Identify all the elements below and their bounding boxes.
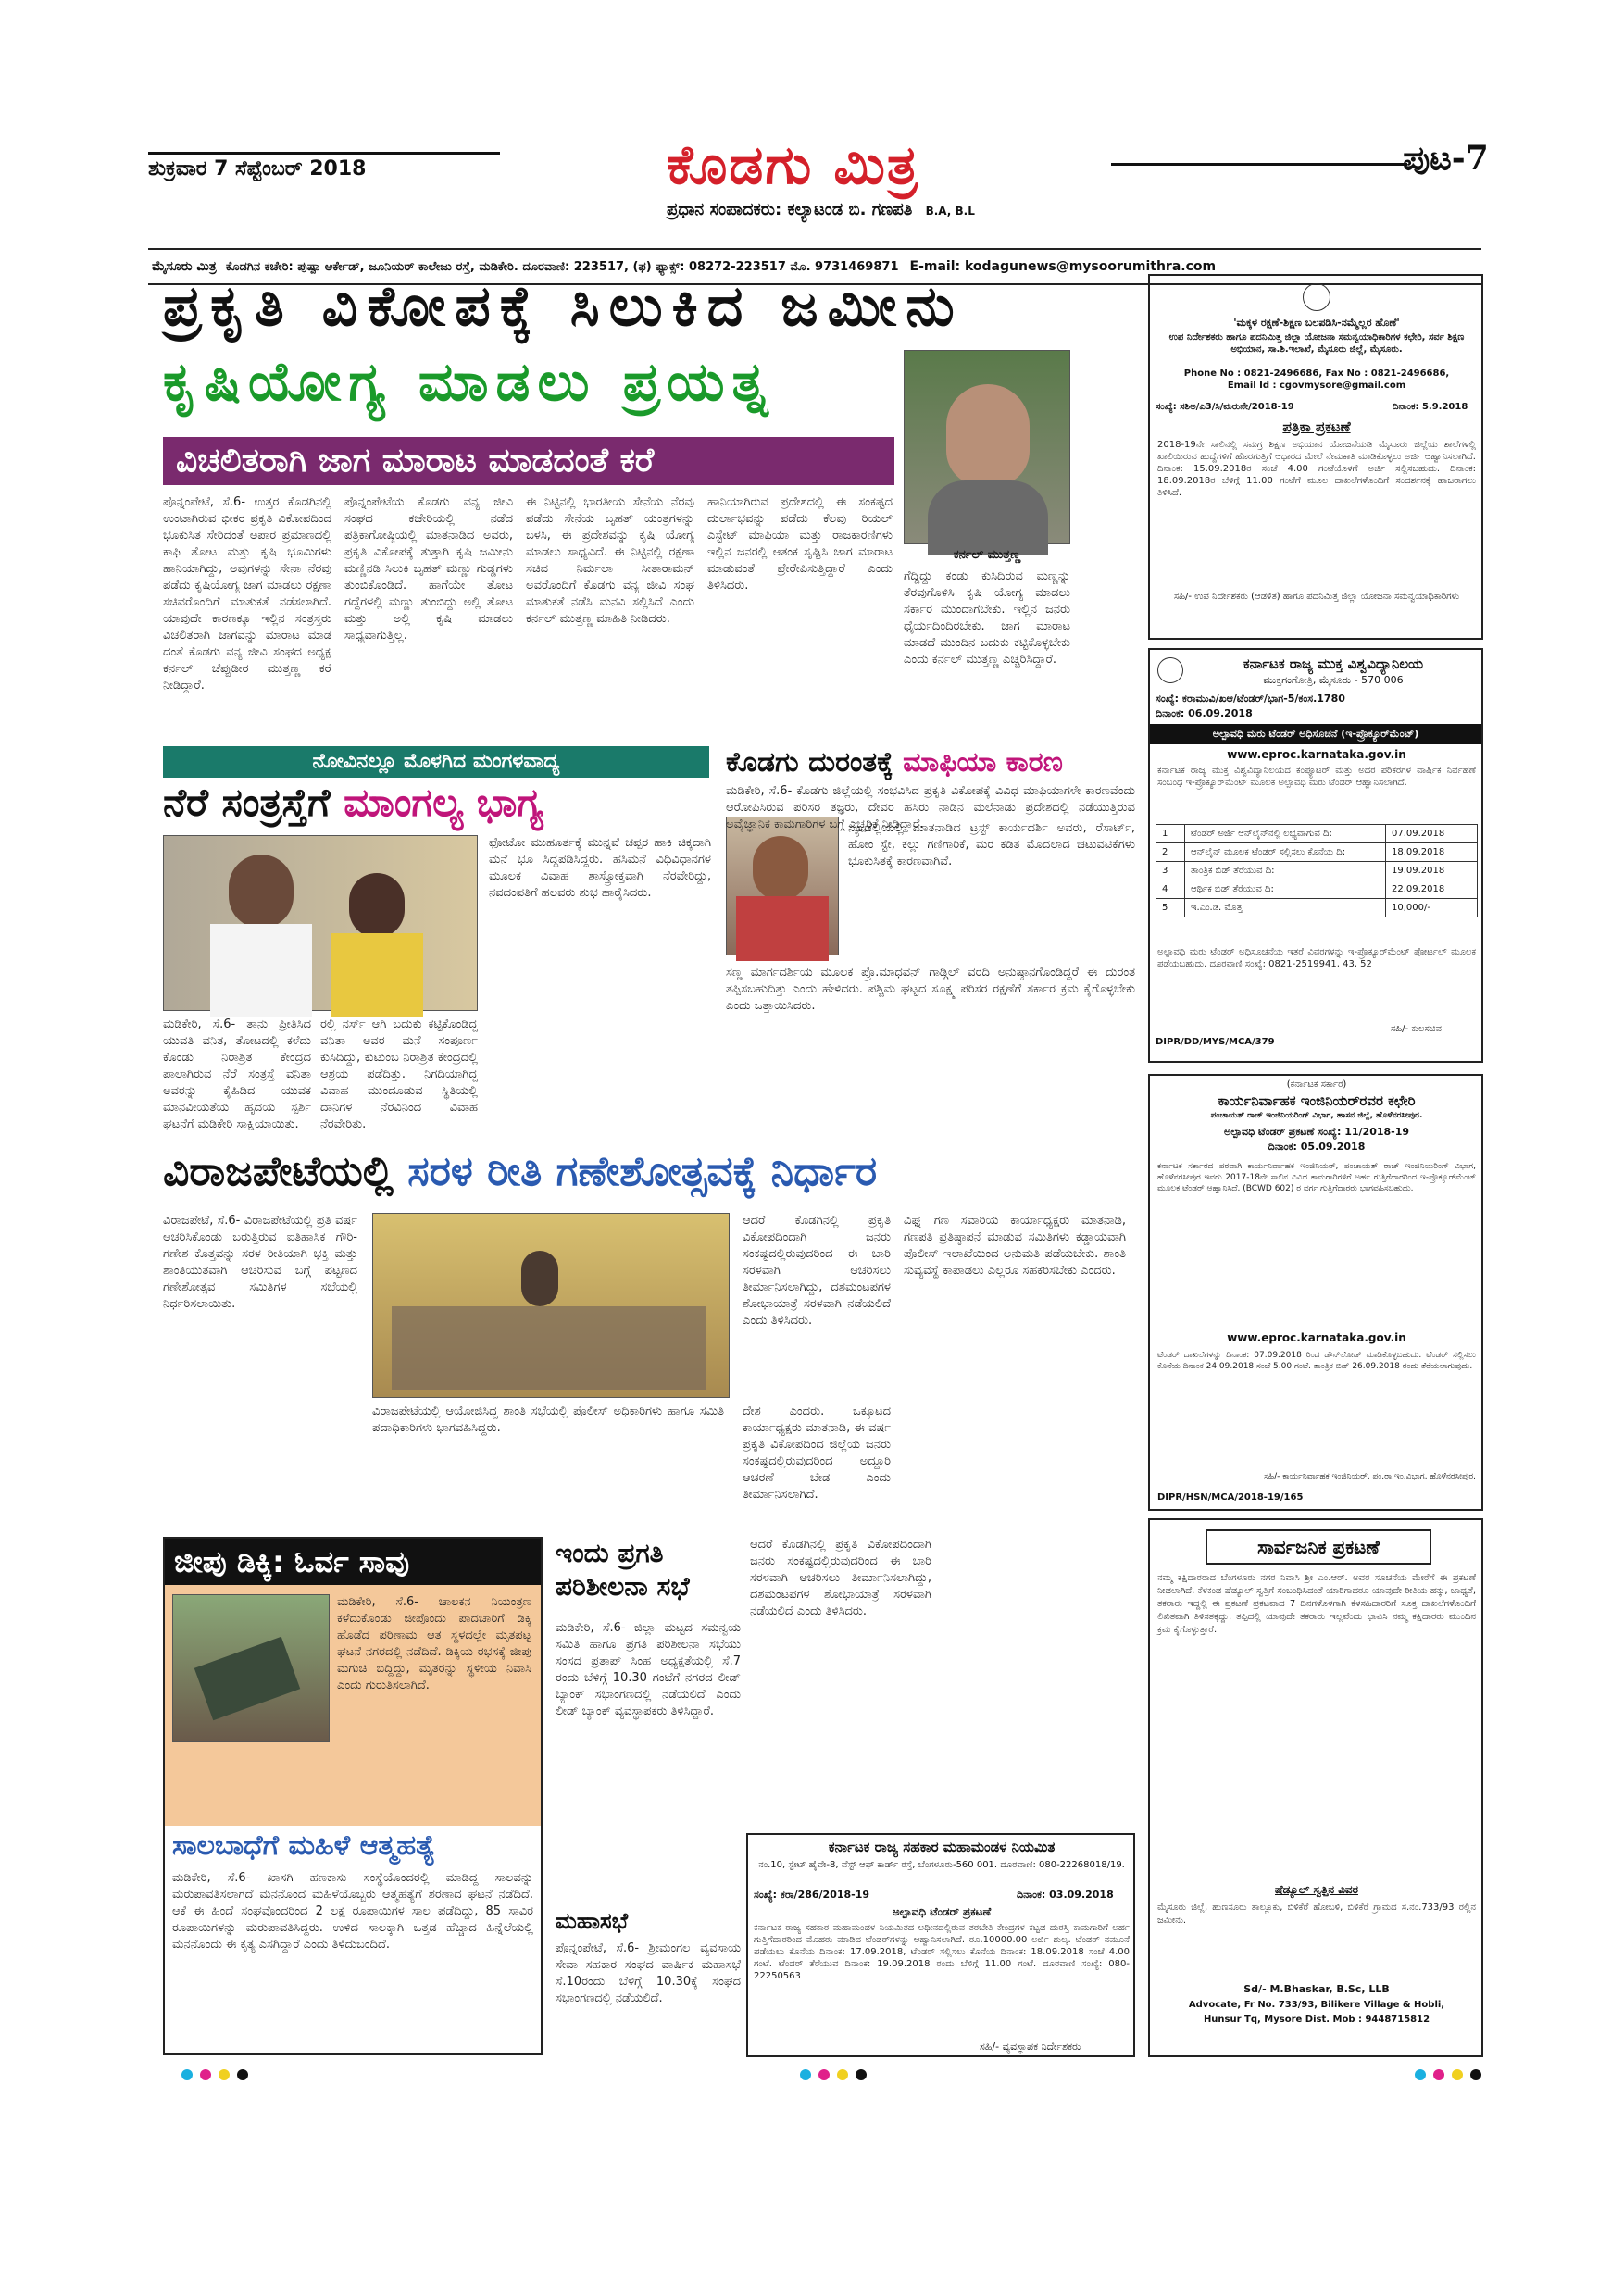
yellow-dot	[219, 2069, 230, 2080]
jeep-photo	[172, 1594, 330, 1742]
lead-story	[163, 274, 1135, 765]
ksou-schedule-cell: 5	[1156, 899, 1185, 917]
editor-line	[667, 200, 975, 219]
ee-sign: ಸಹಿ/- ಕಾರ್ಯನಿರ್ವಾಹಕ ಇಂಜಿನಿಯರ್, ಪಂ.ರಾ.ಇಂ.ವಿಭಾಗ, ಹೊಳೆನರಸೀಪುರ.	[1264, 1472, 1476, 1481]
lead-col-1: ಪೊನ್ನಂಪೇಟೆ, ಸೆ.6- ಉತ್ತರ ಕೊಡಗಿನಲ್ಲಿ ಉಂಟಾಗಿರುವ ಭೀಕರ ಪ್ರಕೃತಿ ವಿಕೋಪದಿಂದ ಭೂಕುಸಿತ ಸೇರಿದಂತೆ ಅಪಾರ ಪ್ರಮಾಣದಲ್ಲಿ ಕಾಫಿ ತೋಟ ಮತ್ತು ಕೃಷಿ ಭೂಮಿಗಳು ಹಾನಿಯಾಗಿದ್ದು, ಅವುಗಳನ್ನು ಸೇನಾ ನೆರವು ಪಡೆದು ಕೃಷಿಯೋಗ್ಯ ಜಾಗ ಮಾಡಲು ರಕ್ಷಣಾ ಸಚಿವರೊಂದಿಗೆ ಮಾತುಕತೆ ನಡೆಸಲಾಗಿದೆ. ಯಾವುದೇ ಕಾರಣಕ್ಕೂ ಇಲ್ಲಿನ ಸಂತ್ರಸ್ತರು ವಿಚಲಿತರಾಗಿ ಜಾಗವನ್ನು ಮಾರಾಟ ಮಾಡ ದಂತೆ ಕೊಡಗು ವನ್ಯ ಜೀವಿ ಸಂಘದ ಅಧ್ಯಕ್ಷ ಕರ್ನಲ್ ಚೆಪ್ಪುಡೀರ ಮುತ್ತಣ್ಣ ಕರೆ ನೀಡಿದ್ದಾರೆ.	[163, 495, 331, 693]
press-title: ಪತ್ರಿಕಾ ಪ್ರಕಟಣೆ	[1282, 418, 1351, 435]
public-notice-sign-2: Advocate, Fr No. 733/93, Bilikere Village & Hobli,	[1188, 2000, 1445, 2010]
lead-subhead: ವಿಚಲಿತರಾಗಿ ಜಾಗ ಮಾರಾಟ ಮಾಡದಂತೆ ಕರೆ	[163, 437, 894, 485]
cyan-dot	[181, 2069, 193, 2080]
wedding-col-3: ಫೋಟೋ ಮುಹೂರ್ತಕ್ಕೆ ಮುನ್ನವೆ ಚಪ್ಪರ ಹಾಕಿ ಚಿಕ್ಕದಾಗಿ ಮನೆ ಭೂ ಸಿದ್ಧಪಡಿಸಿದ್ದರು. ಹಸಿಮನೆ ವಿಧಿವಿಧಾನಗಳ ಮೂಲಕ ವಿವಾಹ ಶಾಸ್ತ್ರೋಕ್ತವಾಗಿ ನೆರವೇರಿದ್ದು, ನವದಂಪತಿಗೆ ಹಲವರು ಶುಭ ಹಾರೈಸಿದರು.	[489, 836, 711, 900]
ksou-schedule-cell: 3	[1156, 862, 1185, 880]
lead-headline-1: ಪ್ರಕೃತಿ ವಿಕೋಪಕ್ಕೆ ಸಿಲುಕಿದ ಜಮೀನು	[163, 274, 964, 339]
wedding-headline-a: ನೆರೆ ಸಂತ್ರಸ್ತೆಗೆ	[163, 780, 344, 825]
press-phone: Phone No : 0821-2496686, Fax No : 0821-2496686,	[1183, 368, 1450, 379]
ksou-schedule-table	[1156, 824, 1478, 917]
ksou-schedule-cell: 07.09.2018	[1386, 825, 1478, 843]
ksfc-date: ದಿನಾಂಕ: 03.09.2018	[1017, 1889, 1114, 1901]
ksou-tender	[1148, 648, 1483, 1063]
press-emblem	[1303, 283, 1330, 311]
ganesha-continued: ಆದರೆ ಕೊಡಗಿನಲ್ಲಿ ಪ್ರಕೃತಿ ವಿಕೋಪದಿಂದಾಗಿ ಜನರು ಸಂಕಷ್ಟದಲ್ಲಿರುವುದರಿಂದ ಈ ಬಾರಿ ಸರಳವಾಗಿ ಆಚರಿಸಲು ತೀರ್ಮಾನಿಸಲಾಗಿದ್ದು, ದಶಮಂಟಪಗಳ ಶೋಭಾಯಾತ್ರೆ ಸರಳವಾಗಿ ನಡೆಯಲಿದೆ ಎಂದು ತಿಳಿಸಿದರು.	[750, 1538, 931, 1618]
jeep-headline: ಜೀಪು ಡಿಕ್ಕಿ: ಓರ್ವ ಸಾವು	[165, 1539, 541, 1585]
ee-tag: (ಕರ್ನಾಟಕ ಸರ್ಕಾರ)	[1286, 1079, 1347, 1090]
ksou-schedule-row	[1156, 880, 1478, 899]
ksou-ref: ಸಂಖ್ಯೆ: ಕರಾಮುವಿ/ಖಆ/ಟೆಂಡರ್/ಭಾಗ-5/ಕಂಸ.1780	[1156, 693, 1345, 705]
office-address: ಕೊಡಗಿನ ಕಚೇರಿ: ಪುಷ್ಪಾ ಆರ್ಕೇಡ್, ಜೂನಿಯರ್ ಕಾಲೇಜು ರಸ್ತೆ, ಮಡಿಕೇರಿ. ದೂರವಾಣಿ: 223517, (ಫ) ಫ್ಯಾಕ್ಸ್: 08272-223517 ಮೊ. 9731469871	[225, 259, 899, 274]
ee-notice: ಅಲ್ಪಾವಧಿ ಟೆಂಡರ್ ಪ್ರಕಟಣೆ ಸಂಖ್ಯೆ: 11/2018-19	[1223, 1126, 1410, 1138]
ksou-schedule-cell: ಆನ್‌ಲೈನ್ ಮೂಲಕ ಟೆಂಡರ್ ಸಲ್ಲಿಸಲು ಕೊನೆಯ ದಿ:	[1185, 843, 1386, 862]
ksfc-tender	[746, 1833, 1135, 2057]
ee-tender	[1148, 1074, 1483, 1511]
editor-degree: B.A, B.L	[925, 205, 975, 218]
mafia-headline-a: ಕೊಡಗು ದುರಂತಕ್ಕೆ	[726, 746, 904, 779]
mahasabhe-body: ಪೊನ್ನಂಪೇಟೆ, ಸೆ.6- ಶ್ರೀಮಂಗಲ ವ್ಯವಸಾಯ ಸೇವಾ ಸಹಕಾರ ಸಂಘದ ವಾರ್ಷಿಕ ಮಹಾಸಭೆ ಸೆ.10ರಂದು ಬೆಳಿಗ್ಗೆ 10.30ಕ್ಕೆ ಸಂಘದ ಸಭಾಂಗಣದಲ್ಲಿ ನಡೆಯಲಿದೆ.	[556, 1941, 741, 2005]
wedding-col-1: ಮಡಿಕೇರಿ, ಸೆ.6- ತಾನು ಪ್ರೀತಿಸಿದ ಯುವತಿ ವನಿತ, ತೋಟದಲ್ಲಿ ಕಳೆದು ಕೊಂಡು ನಿರಾಶ್ರಿತ ಕೇಂದ್ರದ ಪಾಲಾಗಿರುವ ನೆರೆ ಸಂತ್ರಸ್ತೆ ವನಿತಾ ಅವರನ್ನು ಕೈಹಿಡಿದ ಯುವಕ ಮಾನವೀಯತೆಯ ಹೃದಯ ಸ್ಪರ್ಶಿ ಘಟನೆಗೆ ಮಡಿಕೇರಿ ಸಾಕ್ಷಿಯಾಯಿತು.	[163, 1017, 311, 1131]
ksou-schedule-cell: 1	[1156, 825, 1185, 843]
press-date: ದಿನಾಂಕ: 5.9.2018	[1393, 402, 1468, 412]
press-header: 'ಮಕ್ಕಳ ರಕ್ಷಣೆ-ಶಿಕ್ಷಣ ಬಲಪಡಿಸಿ-ನಮ್ಮೆಲ್ಲರ ಹೊಣೆ'	[1233, 317, 1400, 329]
ee-dipr: DIPR/HSN/MCA/2018-19/165	[1157, 1492, 1304, 1503]
yellow-dot	[1452, 2069, 1463, 2080]
mafia-col-3: ಸಣ್ಣ ಮಾರ್ಗದರ್ಶಿಯ ಮೂಲಕ ಪ್ರೊ.ಮಾಧವನ್ ಗಾಡ್ಗಿಲ್ ವರದಿ ಅನುಷ್ಠಾನಗೊಂಡಿದ್ದರೆ ಈ ದುರಂತ ತಪ್ಪಿಸಬಹುದಿತ್ತು ಎಂದು ಹೇಳಿದರು. ಪಶ್ಚಿಮ ಘಟ್ಟದ ಸೂಕ್ಷ್ಮ ಪರಿಸರ ರಕ್ಷಣೆಗೆ ಸರ್ಕಾರ ಕ್ರಮ ಕೈಗೊಳ್ಳಬೇಕು ಎಂದು ಒತ್ತಾಯಿಸಿದರು.	[726, 966, 1135, 1013]
ksou-schedule-cell: 2	[1156, 843, 1185, 862]
ganesha-col-3: ದೇಶ ಎಂದರು. ಒಕ್ಕೂಟದ ಕಾರ್ಯಾಧ್ಯಕ್ಷರು ಮಾತನಾಡಿ, ಈ ವರ್ಷ ಪ್ರಕೃತಿ ವಿಕೋಪದಿಂದ ಜಿಲ್ಲೆಯ ಜನರು ಸಂಕಷ್ಟದಲ್ಲಿರುವುದರಿಂದ ಅದ್ದೂರಿ ಆಚರಣೆ ಬೇಡ ಎಂದು ತೀರ್ಮಾನಿಸಲಾಗಿದೆ.	[743, 1404, 891, 1502]
magenta-dot	[818, 2069, 830, 2080]
ksou-notice-title: ಅಲ್ಪಾವಧಿ ಮರು ಟೆಂಡರ್ ಅಧಿಸೂಚನೆ (ಇ-ಪ್ರೊಕ್ಯೂರ್‌ಮೆಂಟ್)	[1150, 724, 1481, 744]
ksfc-address: ನಂ.10, ಸ್ಟೇಟ್ ಹೈವೇ-8, ವೆಸ್ಟ್ ಆಫ್ ಕಾರ್ಡ್ ರಸ್ತೆ, ಬೆಂಗಳೂರು-560 001. ದೂರವಾಣಿ: 080-22268018/19.	[758, 1860, 1125, 1870]
wedding-headline	[163, 780, 718, 826]
lead-photo	[904, 350, 1070, 544]
lead-col-5: ಗೆದ್ದಿದ್ದು ಕಂಡು ಕುಸಿದಿರುವ ಮಣ್ಣನ್ನು ತೆರವುಗೊಳಿಸಿ ಕೃಷಿ ಯೋಗ್ಯ ಮಾಡಲು ಸರ್ಕಾರ ಮುಂದಾಗಬೇಕು. ಇಲ್ಲಿನ ಜನರು ಧೈರ್ಯದಿಂದಿರಬೇಕು. ಜಾಗ ಮಾರಾಟ ಮಾಡದೆ ಮುಂದಿನ ಬದುಕು ಕಟ್ಟಿಕೊಳ್ಳಬೇಕು ಎಂದು ಕರ್ನಲ್ ಮುತ್ತಣ್ಣ ಎಚ್ಚರಿಸಿದ್ದಾರೆ.	[904, 569, 1070, 667]
lead-col-3: ಈ ನಿಟ್ಟಿನಲ್ಲಿ ಭಾರತೀಯ ಸೇನೆಯ ನೆರವು ಪಡೆದು ಸೇನೆಯ ಬೃಹತ್ ಯಂತ್ರಗಳನ್ನು ಬಳಸಿ, ಈ ಪ್ರದೇಶವನ್ನು ಕೃಷಿ ಯೋಗ್ಯ ಮಾಡಲು ಸಾಧ್ಯವಿದೆ. ಈ ನಿಟ್ಟಿನಲ್ಲಿ ರಕ್ಷಣಾ ಸಚಿವ ನಿರ್ಮಲಾ ಸೀತಾರಾಮನ್ ಅವರೊಂದಿಗೆ ಕೊಡಗು ವನ್ಯ ಜೀವಿ ಸಂಘ ಮಾತುಕತೆ ನಡೆಸಿ ಮನವಿ ಸಲ್ಲಿಸಿದೆ ಎಂದು ಕರ್ನಲ್ ಮುತ್ತಣ್ಣ ಮಾಹಿತಿ ನೀಡಿದರು.	[526, 495, 694, 626]
ksou-schedule	[1156, 824, 1478, 917]
lead-photo-caption: ಕರ್ನಲ್ ಮುತ್ತಣ್ಣ	[953, 548, 1021, 562]
lead-col-2: ಪೊನ್ನಂಪೇಟೆಯ ಕೊಡಗು ವನ್ಯ ಜೀವಿ ಸಂಘದ ಕಚೇರಿಯಲ್ಲಿ ನಡೆದ ಪತ್ರಿಕಾಗೋಷ್ಠಿಯಲ್ಲಿ ಮಾತನಾಡಿದ ಅವರು, ಪ್ರಕೃತಿ ವಿಕೋಪಕ್ಕೆ ತುತ್ತಾಗಿ ಕೃಷಿ ಜಮೀನು ಮಣ್ಣಿನಡಿ ಸಿಲುಕಿ ಬೃಹತ್ ಮಣ್ಣು ಗುಡ್ಡಗಳು ತುಂಬಿಕೊಂಡಿದೆ. ಹಾಗೆಯೇ ತೋಟ ಗದ್ದೆಗಳಲ್ಲಿ ಮಣ್ಣು ತುಂಬಿದ್ದು ಅಲ್ಲಿ ತೋಟ ಮತ್ತು ಅಲ್ಲಿ ಕೃಷಿ ಮಾಡಲು ಸಾಧ್ಯವಾಗುತ್ತಿಲ್ಲ.	[344, 495, 513, 643]
ksou-schedule-cell: 4	[1156, 880, 1185, 899]
ksfc-sign: ಸಹಿ/- ವ್ಯವಸ್ಥಾಪಕ ನಿರ್ದೇಶಕರು	[980, 2040, 1081, 2053]
press-body: 2018-19ನೇ ಸಾಲಿನಲ್ಲಿ ಸಮಗ್ರ ಶಿಕ್ಷಣ ಅಭಿಯಾನ ಯೋಜನೆಯಡಿ ಮೈಸೂರು ಜಿಲ್ಲೆಯ ಶಾಲೆಗಳಲ್ಲಿ ಖಾಲಿಯಿರುವ ಹುದ್ದೆಗಳಿಗೆ ಹೊರಗುತ್ತಿಗೆ ಆಧಾರದ ಮೇಲೆ ನೇಮಕಾತಿ ಮಾಡಿಕೊಳ್ಳಲು ಅರ್ಜಿ ಆಹ್ವಾನಿಸಲಾಗಿದೆ. ದಿನಾಂಕ: 15.09.2018ರ ಸಂಜೆ 4.00 ಗಂಟೆಯೊಳಗೆ ಅರ್ಜಿ ಸಲ್ಲಿಸಬಹುದು. ದಿನಾಂಕ: 18.09.2018ರ ಬೆಳಿಗ್ಗೆ 11.00 ಗಂಟೆಗೆ ಮೂಲ ದಾಖಲೆಗಳೊಂದಿಗೆ ಸಂದರ್ಶನಕ್ಕೆ ಹಾಜರಾಗಲು ತಿಳಿಸಿದೆ.	[1157, 440, 1476, 498]
ksfc-notice: ಅಲ್ಪಾವಧಿ ಟೆಂಡರ್ ಪ್ರಕಟಣೆ	[892, 1905, 992, 1918]
mafia-headline	[726, 746, 1135, 779]
public-notice-title: ಸಾರ್ವಜನಿಕ ಪ್ರಕಟಣೆ	[1206, 1529, 1431, 1565]
public-notice-body: ನಮ್ಮ ಕಕ್ಷಿದಾರರಾದ ಬೆಂಗಳೂರು ನಗರ ನಿವಾಸಿ ಶ್ರೀ ಎಂ.ಆರ್. ಅವರ ಸೂಚನೆಯ ಮೇರೆಗೆ ಈ ಪ್ರಕಟಣೆ ನೀಡಲಾಗಿದೆ. ಕೆಳಕಂಡ ಷೆಡ್ಯೂಲ್ ಸ್ವತ್ತಿಗೆ ಸಂಬಂಧಿಸಿದಂತೆ ಯಾರಿಗಾದರೂ ಯಾವುದೇ ರೀತಿಯ ಹಕ್ಕು, ಬಾಧ್ಯತೆ, ತಕರಾರು ಇದ್ದಲ್ಲಿ ಈ ಪ್ರಕಟಣೆ ಪ್ರಕಟವಾದ 7 ದಿನಗಳೊಳಗಾಗಿ ಕೆಳಸಹಿದಾರರಿಗೆ ಸೂಕ್ತ ದಾಖಲೆಗಳೊಂದಿಗೆ ಲಿಖಿತವಾಗಿ ತಿಳಿಸತಕ್ಕದ್ದು. ತಪ್ಪಿದಲ್ಲಿ ಯಾವುದೇ ತಕರಾರು ಇಲ್ಲವೆಂದು ಭಾವಿಸಿ ನಮ್ಮ ಕಕ್ಷಿದಾರರು ಮುಂದಿನ ಕ್ರಮ ಕೈಗೊಳ್ಳುತ್ತಾರೆ.	[1157, 1573, 1476, 1635]
ksou-emblem	[1157, 657, 1183, 683]
mafia-photo	[726, 817, 839, 955]
wedding-headline-b: ಮಾಂಗಲ್ಯ ಭಾಗ್ಯ	[344, 780, 543, 825]
ksou-schedule-cell: 22.09.2018	[1386, 880, 1478, 899]
masthead-rule-right	[1111, 163, 1407, 166]
issue-date: ಶುಕ್ರವಾರ 7 ಸೆಪ್ಟೆಂಬರ್ 2018	[148, 157, 367, 181]
suicide-body: ಮಡಿಕೇರಿ, ಸೆ.6- ಖಾಸಗಿ ಹಣಕಾಸು ಸಂಸ್ಥೆಯೊಂದರಲ್ಲಿ ಮಾಡಿದ್ದ ಸಾಲವನ್ನು ಮರುಪಾವತಿಸಲಾಗದೆ ಮನನೊಂದ ಮಹಿಳೆಯೊಬ್ಬರು ಆತ್ಮಹತ್ಯೆಗೆ ಶರಣಾದ ಘಟನೆ ನಡೆದಿದೆ. ಆಕೆ ಈ ಹಿಂದೆ ಸಂಘವೊಂದರಿಂದ 2 ಲಕ್ಷ ರೂಪಾಯಿಗಳ ಸಾಲ ಪಡೆದಿದ್ದು, 85 ಸಾವಿರ ರೂಪಾಯಿಗಳನ್ನು ಮರುಪಾವತಿಸಿದ್ದರು. ಉಳಿದ ಸಾಲಕ್ಕಾಗಿ ಒತ್ತಡ ಹೆಚ್ಚಾದ ಹಿನ್ನೆಲೆಯಲ್ಲಿ ಮನನೊಂದು ಈ ಕೃತ್ಯ ಎಸಗಿದ್ದಾರೆ ಎಂದು ತಿಳಿದುಬಂದಿದೆ.	[172, 1871, 533, 1952]
mafia-col-2: ನ್ಯೂಡೆಲ್ಲಿಯಲ್ಲಿ ಮಾತನಾಡಿದ ಟ್ರಸ್ಟ್ ಕಾರ್ಯದರ್ಶಿ ಅವರು, ರೆಸಾರ್ಟ್, ಹೋಂ ಸ್ಟೇ, ಕಲ್ಲು ಗಣಿಗಾರಿಕೆ, ಮರ ಕಡಿತ ಮೊದಲಾದ ಚಟುವಟಿಕೆಗಳು ಭೂಕುಸಿತಕ್ಕೆ ಕಾರಣವಾಗಿವೆ.	[848, 821, 1135, 868]
ksfc-title: ಕರ್ನಾಟಕ ರಾಜ್ಯ ಸಹಕಾರ ಮಹಾಮಂಡಳ ನಿಯಮಿತ	[828, 1839, 1056, 1855]
ee-url[interactable]: www.eproc.karnataka.gov.in	[1227, 1331, 1406, 1344]
editor-name: ಪ್ರಧಾನ ಸಂಪಾದಕರು: ಕಲ್ಯಾಟಂಡ ಬಿ. ಗಣಪತಿ	[667, 200, 913, 219]
ksou-dipr: DIPR/DD/MYS/MCA/379	[1156, 1037, 1275, 1047]
ksou-schedule-cell: 19.09.2018	[1386, 862, 1478, 880]
ksou-sign: ಸಹಿ/- ಕುಲಸಚಿವ	[1391, 1024, 1442, 1034]
yellow-dot	[837, 2069, 848, 2080]
ksou-intro: ಕರ್ನಾಟಕ ರಾಜ್ಯ ಮುಕ್ತ ವಿಶ್ವವಿದ್ಯಾನಿಲಯದ ಕಂಪ್ಯೂಟರ್ ಮತ್ತು ಅದರ ಪರಿಕರಗಳ ವಾರ್ಷಿಕ ನಿರ್ವಹಣೆ ಸಂಬಂಧ ಇ-ಪ್ರೊಕ್ಯೂರ್‌ಮೆಂಟ್ ಮೂಲಕ ಅಲ್ಪಾವಧಿ ಮರು ಟೆಂಡರ್ ಆಹ್ವಾನಿಸಲಾಗಿದೆ.	[1157, 766, 1476, 788]
pragathi-body: ಮಡಿಕೇರಿ, ಸೆ.6- ಜಿಲ್ಲಾ ಮಟ್ಟದ ಸಮನ್ವಯ ಸಮಿತಿ ಹಾಗೂ ಪ್ರಗತಿ ಪರಿಶೀಲನಾ ಸಭೆಯು ಸಂಸದ ಪ್ರತಾಪ್ ಸಿಂಹ ಅಧ್ಯಕ್ಷತೆಯಲ್ಲಿ ಸೆ.7 ರಂದು ಬೆಳಿಗ್ಗೆ 10.30 ಗಂಟೆಗೆ ನಗರದ ಲೀಡ್ ಬ್ಯಾಂಕ್ ಸಭಾಂಗಣದಲ್ಲಿ ನಡೆಯಲಿದೆ ಎಂದು ಲೀಡ್ ಬ್ಯಾಂಕ್ ವ್ಯವಸ್ಥಾಪಕರು ತಿಳಿಸಿದ್ದಾರೆ.	[556, 1621, 741, 1718]
ksou-schedule-cell: ತಾಂತ್ರಿಕ ಬಿಡ್ ತೆರೆಯುವ ದಿ:	[1185, 862, 1386, 880]
page-number: ಪುಟ-7	[1403, 139, 1489, 178]
masthead	[148, 133, 1489, 241]
ksou-address: ಮುಕ್ತಗಂಗೋತ್ರಿ, ಮೈಸೂರು - 570 006	[1263, 674, 1404, 686]
wedding-col-2: ರಲ್ಲಿ ನರ್ಸ್ ಆಗಿ ಬದುಕು ಕಟ್ಟಿಕೊಂಡಿದ್ದ ವನಿತಾ ಅವರ ಮನೆ ಸಂಪೂರ್ಣ ಕುಸಿದಿದ್ದು, ಕುಟುಂಬ ನಿರಾಶ್ರಿತ ಕೇಂದ್ರದಲ್ಲಿ ಆಶ್ರಯ ಪಡೆದಿತ್ತು. ನಿಗದಿಯಾಗಿದ್ದ ವಿವಾಹ ಮುಂದೂಡುವ ಸ್ಥಿತಿಯಲ್ಲಿ ದಾನಿಗಳ ನೆರವಿನಿಂದ ವಿವಾಹ ನೆರವೇರಿತು.	[320, 1017, 478, 1131]
black-dot	[237, 2069, 248, 2080]
public-notice	[1148, 1518, 1483, 2057]
ganesha-photo-caption: ವಿರಾಜಪೇಟೆಯಲ್ಲಿ ಆಯೋಜಿಸಿದ್ದ ಶಾಂತಿ ಸಭೆಯಲ್ಲಿ ಪೊಲೀಸ್ ಅಧಿಕಾರಿಗಳು ಹಾಗೂ ಸಮಿತಿ ಪದಾಧಿಕಾರಿಗಳು ಭಾಗವಹಿಸಿದ್ದರು.	[372, 1404, 724, 1435]
ee-body-2: ಟೆಂಡರ್ ದಾಖಲೆಗಳನ್ನು ದಿನಾಂಕ: 07.09.2018 ರಿಂದ ಡೌನ್‌ಲೋಡ್ ಮಾಡಿಕೊಳ್ಳಬಹುದು. ಟೆಂಡರ್ ಸಲ್ಲಿಸಲು ಕೊನೆಯ ದಿನಾಂಕ 24.09.2018 ಸಂಜೆ 5.00 ಗಂಟೆ. ತಾಂತ್ರಿಕ ಬಿಡ್ 26.09.2018 ರಂದು ತೆರೆಯಲಾಗುವುದು.	[1157, 1351, 1476, 1371]
masthead-title: ಕೊಡಗು ಮಿತ್ರ	[667, 133, 920, 196]
jeep-box	[163, 1537, 543, 2055]
ksou-schedule-cell: 10,000/-	[1386, 899, 1478, 917]
press-office: ಉಪ ನಿರ್ದೇಶಕರು ಹಾಗೂ ಪದನಿಮಿತ್ತ ಜಿಲ್ಲಾ ಯೋಜನಾ ಸಮನ್ವಯಾಧಿಕಾರಿಗಳ ಕಛೇರಿ, ಸರ್ವ ಶಿಕ್ಷಣ ಅಭಿಯಾನ, ಸಾ.ಶಿ.ಇಲಾಖೆ, ಮೈಸೂರು ಜಿಲ್ಲೆ, ಮೈಸೂರು.	[1168, 332, 1465, 355]
ksfc-body: ಕರ್ನಾಟಕ ರಾಜ್ಯ ಸಹಕಾರ ಮಹಾಮಂಡಳ ನಿಯಮಿತದ ಅಧೀನದಲ್ಲಿರುವ ತರಬೇತಿ ಕೇಂದ್ರಗಳ ಕಟ್ಟಡ ದುರಸ್ತಿ ಕಾಮಗಾರಿಗೆ ಅರ್ಹ ಗುತ್ತಿಗೆದಾರರಿಂದ ಮೊಹರು ಮಾಡಿದ ಟೆಂಡರ್‌ಗಳನ್ನು ಆಹ್ವಾನಿಸಲಾಗಿದೆ. ರೂ.10000.00 ಅರ್ಜಿ ಶುಲ್ಕ. ಟೆಂಡರ್ ನಮೂನೆ ಪಡೆಯಲು ಕೊನೆಯ ದಿನಾಂಕ: 17.09.2018, ಟೆಂಡರ್ ಸಲ್ಲಿಸಲು ಕೊನೆಯ ದಿನಾಂಕ: 18.09.2018 ಸಂಜೆ 4.00 ಗಂಟೆ. ಟೆಂಡರ್ ತೆರೆಯುವ ದಿನಾಂಕ: 19.09.2018 ರಂದು ಬೆಳಿಗ್ಗೆ 11.00 ಗಂಟೆ. ದೂರವಾಣಿ ಸಂಖ್ಯೆ: 080-22250563	[754, 1923, 1130, 1981]
ganesha-col-5: ವಿಘ್ನ ಗಣ ಸವಾರಿಯ ಕಾರ್ಯಾಧ್ಯಕ್ಷರು ಮಾತನಾಡಿ, ಗಣಪತಿ ಪ್ರತಿಷ್ಠಾಪನೆ ಮಾಡುವ ಸಮಿತಿಗಳು ಕಡ್ಡಾಯವಾಗಿ ಪೊಲೀಸ್ ಇಲಾಖೆಯಿಂದ ಅನುಮತಿ ಪಡೆಯಬೇಕು. ಶಾಂತಿ ಸುವ್ಯವಸ್ಥೆ ಕಾಪಾಡಲು ಎಲ್ಲರೂ ಸಹಕರಿಸಬೇಕು ಎಂದರು.	[904, 1214, 1126, 1278]
suicide-headline: ಸಾಲಬಾಧೆಗೆ ಮಹಿಳೆ ಆತ್ಮಹತ್ಯೆ	[172, 1829, 436, 1862]
ksou-schedule-cell: 18.09.2018	[1386, 843, 1478, 862]
ksfc-ref: ಸಂಖ್ಯೆ: ಕರಾ/286/2018-19	[754, 1889, 870, 1901]
ksou-schedule-row	[1156, 862, 1478, 880]
ksou-url[interactable]: www.eproc.karnataka.gov.in	[1227, 748, 1406, 761]
lead-headline-2: ಕೃಷಿಯೋಗ್ಯ ಮಾಡಲು ಪ್ರಯತ್ನ	[163, 350, 776, 413]
office-brand: ಮೈಸೂರು ಮಿತ್ರ	[152, 259, 217, 274]
jeep-body: ಮಡಿಕೇರಿ, ಸೆ.6- ಚಾಲಕನ ನಿಯಂತ್ರಣ ಕಳೆದುಕೊಂಡು ಜೀಪೊಂದು ಪಾದಚಾರಿಗೆ ಡಿಕ್ಕಿ ಹೊಡೆದ ಪರಿಣಾಮ ಆತ ಸ್ಥಳದಲ್ಲೇ ಮೃತಪಟ್ಟ ಘಟನೆ ನಗರದಲ್ಲಿ ನಡೆದಿದೆ. ಡಿಕ್ಕಿಯ ರಭಸಕ್ಕೆ ಜೀಪು ಮಗುಚಿ ಬಿದ್ದಿದ್ದು, ಮೃತರನ್ನು ಸ್ಥಳೀಯ ನಿವಾಸಿ ಎಂದು ಗುರುತಿಸಲಾಗಿದೆ.	[337, 1595, 531, 1692]
press-note	[1148, 274, 1483, 640]
wedding-kicker: ನೋವಿನಲ್ಲೂ ಮೊಳಗಿದ ಮಂಗಳವಾದ್ಯ	[163, 746, 709, 778]
ganesha-col-1: ವಿರಾಜಪೇಟೆ, ಸೆ.6- ವಿರಾಜಪೇಟೆಯಲ್ಲಿ ಪ್ರತಿ ವರ್ಷ ಆಚರಿಸಿಕೊಂಡು ಬರುತ್ತಿರುವ ಐತಿಹಾಸಿಕ ಗೌರಿ-ಗಣೇಶ ಕೊತ್ತವನ್ನು ಸರಳ ರೀತಿಯಾಗಿ ಭಕ್ತಿ ಮತ್ತು ಶಾಂತಿಯುತವಾಗಿ ಆಚರಿಸುವ ಬಗ್ಗೆ ಪಟ್ಟಣದ ಗಣೇಶೋತ್ಸವ ಸಮಿತಿಗಳ ಸಭೆಯಲ್ಲಿ ನಿರ್ಧರಿಸಲಾಯಿತು.	[163, 1214, 357, 1311]
lead-col-4: ಹಾನಿಯಾಗಿರುವ ಪ್ರದೇಶದಲ್ಲಿ ಈ ಸಂಕಷ್ಟದ ದುರ್ಲಾಭವನ್ನು ಪಡೆದು ಕೆಲವು ರಿಯಲ್ ಎಸ್ಟೇಟ್ ಮಾಫಿಯಾ ಮತ್ತು ರಾಜಕಾರಣಿಗಳು ಇಲ್ಲಿನ ಜನರಲ್ಲಿ ಆತಂಕ ಸೃಷ್ಟಿಸಿ ಜಾಗ ಮಾರಾಟ ಮಾಡುವಂತೆ ಪ್ರೇರೇಪಿಸುತ್ತಿದ್ದಾರೆ ಎಂದು ತಿಳಿಸಿದರು.	[707, 495, 893, 593]
ganesha-story	[163, 1148, 1135, 1528]
mafia-headline-b: ಮಾಫಿಯಾ ಕಾರಣ	[903, 746, 1063, 779]
ee-date: ದಿನಾಂಕ: 05.09.2018	[1268, 1141, 1366, 1153]
ksou-schedule-row	[1156, 899, 1478, 917]
magenta-dot	[1433, 2069, 1444, 2080]
registration-dots-left	[181, 2066, 256, 2084]
ksou-footer: ಅಲ್ಪಾವಧಿ ಮರು ಟೆಂಡರ್ ಅಧಿಸೂಚನೆಯ ಇತರೆ ವಿವರಗಳನ್ನು ಇ-ಪ್ರೊಕ್ಯೂರ್‌ಮೆಂಟ್ ಪೋರ್ಟಲ್ ಮೂಲಕ ಪಡೆಯಬಹುದು. ದೂರವಾಣಿ ಸಂಖ್ಯೆ: 0821-2519941, 43, 52	[1157, 947, 1476, 969]
press-ref: ಸಂಖ್ಯೆ: ಸಶಿಅ/ಎ3/ಸಿ/ಮರುನೇ/2018-19	[1156, 402, 1294, 412]
masthead-rule-left	[148, 152, 500, 155]
public-notice-schedule-body: ಮೈಸೂರು ಜಿಲ್ಲೆ, ಹುಣಸೂರು ತಾಲ್ಲೂಕು, ಬಿಳಿಕೆರೆ ಹೋಬಳಿ, ಬಿಳಿಕೆರೆ ಗ್ರಾಮದ ಸ.ನಂ.733/93 ರಲ್ಲಿನ ಜಮೀನು.	[1157, 1903, 1476, 1926]
ganesha-headline-b: ಸರಳ ರೀತಿ ಗಣೇಶೋತ್ಸವಕ್ಕೆ ನಿರ್ಧಾರ	[407, 1148, 878, 1195]
registration-dots-center	[800, 2066, 874, 2084]
wedding-story	[163, 746, 718, 1131]
press-email: Email Id : cgovmysore@gmail.com	[1227, 381, 1406, 391]
wedding-photo	[163, 835, 478, 1011]
registration-dots-right	[1415, 2066, 1489, 2084]
ksou-schedule-cell: ಟೆಂಡರ್ ಅರ್ಜಿ ಆನ್‌ಲೈನ್‌ನಲ್ಲಿ ಲಭ್ಯವಾಗುವ ದಿ:	[1185, 825, 1386, 843]
mafia-story	[726, 746, 1135, 1107]
ee-title: ಕಾರ್ಯನಿರ್ವಾಹಕ ಇಂಜಿನಿಯರ್‌ರವರ ಕಛೇರಿ	[1218, 1092, 1416, 1109]
ganesha-col-4: ಆದರೆ ಕೊಡಗಿನಲ್ಲಿ ಪ್ರಕೃತಿ ವಿಕೋಪದಿಂದಾಗಿ ಜನರು ಸಂಕಷ್ಟದಲ್ಲಿರುವುದರಿಂದ ಈ ಬಾರಿ ಸರಳವಾಗಿ ಆಚರಿಸಲು ತೀರ್ಮಾನಿಸಲಾಗಿದ್ದು, ದಶಮಂಟಪಗಳ ಶೋಭಾಯಾತ್ರೆ ಸರಳವಾಗಿ ನಡೆಯಲಿದೆ ಎಂದು ತಿಳಿಸಿದರು.	[743, 1214, 891, 1328]
black-dot	[856, 2069, 867, 2080]
ganesha-headline-a: ವಿರಾಜಪೇಟೆಯಲ್ಲಿ	[163, 1148, 408, 1195]
ksou-schedule-row	[1156, 825, 1478, 843]
ksou-date: ದಿನಾಂಕ: 06.09.2018	[1156, 707, 1253, 719]
ganesha-headline	[163, 1148, 1135, 1195]
office-email: E-mail: kodagunews@mysoorumithra.com	[909, 259, 1217, 274]
ee-body: ಕರ್ನಾಟಕ ಸರ್ಕಾರದ ಪರವಾಗಿ ಕಾರ್ಯನಿರ್ವಾಹಕ ಇಂಜಿನಿಯರ್, ಪಂಚಾಯತ್ ರಾಜ್ ಇಂಜಿನಿಯರಿಂಗ್ ವಿಭಾಗ, ಹೊಳೆನರಸೀಪುರ ಇವರು 2017-18ನೇ ಸಾಲಿನ ವಿವಿಧ ಕಾಮಗಾರಿಗಳಿಗೆ ಅರ್ಹ ಗುತ್ತಿಗೆದಾರರಿಂದ ಇ-ಪ್ರೊಕ್ಯೂರ್‌ಮೆಂಟ್ ಮೂಲಕ ಟೆಂಡರ್ ಆಹ್ವಾನಿಸಿದೆ. (BCWD 602) ರ ವರ್ಗ ಗುತ್ತಿಗೆದಾರರು ಭಾಗವಹಿಸಬಹುದು.	[1157, 1162, 1476, 1193]
public-notice-schedule: ಷೆಡ್ಯೂಲ್ ಸ್ವತ್ತಿನ ವಿವರ	[1275, 1883, 1358, 1896]
pragathi-headline: ಇಂದು ಪ್ರಗತಿ ಪರಿಶೀಲನಾ ಸಭೆ	[556, 1538, 690, 1602]
ee-sub: ಪಂಚಾಯತ್ ರಾಜ್ ಇಂಜಿನಿಯರಿಂಗ್ ವಿಭಾಗ, ಹಾಸನ ಜಿಲ್ಲೆ, ಹೊಳೆನರಸೀಪುರ.	[1210, 1111, 1423, 1120]
public-notice-sign-3: Hunsur Tq, Mysore Dist. Mob : 9448715812	[1203, 2015, 1430, 2025]
press-sign: ಸಹಿ/- ಉಪ ನಿರ್ದೇಶಕರು (ಆಡಳಿತ) ಹಾಗೂ ಪದನಿಮಿತ್ತ ಜಿಲ್ಲಾ ಯೋಜನಾ ಸಮನ್ವಯಾಧಿಕಾರಿಗಳು	[1173, 592, 1460, 602]
ksou-schedule-cell: ಇ.ಎಂ.ಡಿ. ಮೊತ್ತ	[1185, 899, 1386, 917]
magenta-dot	[200, 2069, 211, 2080]
cyan-dot	[1415, 2069, 1426, 2080]
mahasabhe-headline: ಮಹಾಸಭೆ	[556, 1907, 629, 1934]
ksou-schedule-row	[1156, 843, 1478, 862]
mafia-col-1: ಮಡಿಕೇರಿ, ಸೆ.6- ಕೊಡಗು ಜಿಲ್ಲೆಯಲ್ಲಿ ಸಂಭವಿಸಿದ ಪ್ರಕೃತಿ ವಿಕೋಪಕ್ಕೆ ವಿವಿಧ ಮಾಫಿಯಾಗಳೇ ಕಾರಣವೆಂದು ಆರೋಪಿಸಿರುವ ಪರಿಸರ ತಜ್ಞರು, ದೇವರ ಹಸಿರು ನಾಡಿನ ಮಲೆನಾಡು ಪ್ರದೇಶದಲ್ಲಿ ನಡೆಯುತ್ತಿರುವ ಅವೈಜ್ಞಾನಿಕ ಕಾಮಗಾರಿಗಳ ಬಗ್ಗೆ ಎಚ್ಚರಿಕೆ ನೀಡಿದ್ದಾರೆ.	[726, 784, 1135, 831]
black-dot	[1470, 2069, 1481, 2080]
pragathi-story	[556, 1537, 741, 2055]
ganesha-photo	[372, 1213, 730, 1398]
public-notice-sign-1: Sd/- M.Bhaskar, B.Sc, LLB	[1243, 1983, 1390, 1995]
cyan-dot	[800, 2069, 811, 2080]
ksou-org: ಕರ್ನಾಟಕ ರಾಜ್ಯ ಮುಕ್ತ ವಿಶ್ವವಿದ್ಯಾನಿಲಯ	[1243, 655, 1424, 672]
ksou-schedule-cell: ಆರ್ಥಿಕ ಬಿಡ್ ತೆರೆಯುವ ದಿ:	[1185, 880, 1386, 899]
